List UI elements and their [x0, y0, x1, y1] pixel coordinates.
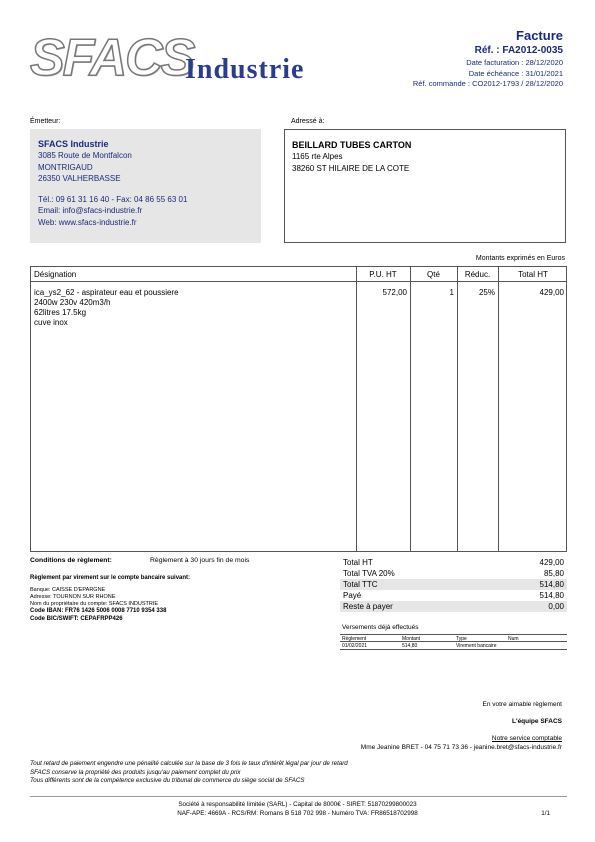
footer-line2: NAF-APE: 4669A - RCS/RM: Romans B 518 702 998 - Numéro TVA: FR86518702998 — [177, 810, 418, 817]
destinataire-address1: 1165 rte Alpes — [292, 152, 343, 161]
th-qty: Qté — [427, 270, 440, 279]
total-ttc-label: Total TTC — [343, 580, 378, 589]
item-reduc: 25% — [478, 288, 495, 297]
total-tva-label: Total TVA 20% — [343, 569, 395, 578]
item-line2: 2400w 230v 420m3/h — [34, 298, 111, 307]
total-ttc-row — [340, 579, 567, 590]
order-ref: Réf. commande : CO2012-1793 / 28/12/2020 — [412, 79, 563, 88]
page-number: 1/1 — [541, 810, 550, 817]
total-ht-label: Total HT — [343, 558, 373, 567]
payments-header — [340, 634, 567, 642]
logo-brand: SFACS — [30, 29, 194, 87]
paid-value: 514,80 — [539, 591, 564, 600]
th-designation: Désignation — [34, 270, 77, 279]
total-ht-value: 429,00 — [539, 558, 564, 567]
account-owner: Nom du propriétaire du compte: SFACS INDUSTRIE — [30, 601, 159, 607]
payment-terms-value: Règlement à 30 jours fin de mois — [150, 557, 250, 564]
col-divider — [498, 267, 499, 551]
item-qty: 1 — [449, 288, 454, 297]
legal-note-3: Tous différents sont de la compétence exclusive du tribunal de commerce du siège social de SFACS — [30, 777, 305, 784]
closing-service: Notre service comptable — [491, 735, 562, 742]
footer-line1: Société à responsabilité limitée (SARL) - Capital de 8000€ - SIRET: 51870299800023 — [178, 801, 417, 808]
emetteur-label: Émetteur: — [30, 118, 61, 125]
invoice-header — [413, 28, 563, 90]
th-pu: P.U. HT — [369, 270, 397, 279]
emetteur-email[interactable]: Email: info@sfacs-industrie.fr — [38, 206, 143, 215]
table-row — [340, 642, 567, 650]
payment-amount: 514,80 — [402, 643, 418, 649]
ph-reglement: Règlement — [342, 636, 367, 642]
col-divider — [457, 267, 458, 551]
total-tva-row — [340, 568, 567, 579]
th-total: Total HT — [518, 270, 548, 279]
remaining-value: 0,00 — [548, 602, 564, 611]
table-row — [34, 288, 179, 328]
bank-name: Banque: CAISSE D'EPARGNE — [30, 587, 106, 593]
ph-type: Type — [456, 636, 467, 642]
invoice-ref: Réf. : FA2012-0035 — [474, 45, 563, 56]
payment-terms-label: Conditions de règlement: — [30, 557, 112, 564]
closing-contact: Mme Jeanine BRET - 04 75 71 73 36 - jeanine.bret@sfacs-industrie.fr — [360, 744, 562, 751]
currency-note: Montants exprimés en Euros — [475, 255, 565, 262]
company-logo — [30, 30, 320, 90]
closing-greeting: En votre aimable règlement — [482, 701, 562, 708]
destinataire-label: Adressé à: — [291, 118, 325, 125]
paid-label: Payé — [343, 591, 362, 600]
legal-note-2: SFACS conserve la propriété des produits jusqu'au paiement complet du prix — [30, 768, 241, 776]
invoice-date: Date facturation : 28/12/2020 — [466, 58, 563, 67]
transfer-title: Règlement par virement sur le compte bancaire suivant: — [30, 575, 191, 581]
due-date: Date échéance : 31/01/2021 — [468, 68, 563, 78]
total-ttc-value: 514,80 — [539, 580, 564, 589]
emetteur-name: SFACS Industrie — [38, 139, 109, 149]
remaining-row — [340, 601, 567, 612]
col-divider — [410, 267, 411, 551]
destinataire-name: BEILLARD TUBES CARTON — [292, 140, 412, 150]
total-tva-value: 85,80 — [543, 569, 564, 578]
closing-team: L'équipe SFACS — [512, 718, 562, 725]
footer-divider — [30, 796, 567, 797]
payments-title: Versements déjà effectués — [342, 624, 419, 631]
item-total: 429,00 — [539, 288, 564, 297]
col-divider — [356, 267, 357, 551]
emetteur-address1: 3085 Route de Montfalcon — [38, 151, 132, 160]
items-table — [30, 266, 567, 552]
bic: Code BIC/SWIFT: CEPAFRPP426 — [30, 615, 123, 622]
payments-table — [340, 634, 567, 650]
remaining-label: Reste à payer — [343, 602, 393, 611]
logo-suffix: Industrie — [185, 54, 305, 85]
destinataire-address2: 38260 ST HILAIRE DE LA COTE — [292, 163, 410, 173]
item-line1: ica_ys2_62 - aspirateur eau et poussiere — [34, 288, 179, 297]
emetteur-address3: 26350 VALHERBASSE — [38, 174, 121, 183]
emetteur-address2: MONTRIGAUD — [38, 162, 93, 172]
payment-type: Virement bancaire — [456, 643, 497, 649]
bank-details — [30, 587, 166, 623]
legal-notes — [30, 760, 348, 786]
total-ht-row — [340, 557, 567, 568]
item-line3: 62litres 17.5kg — [34, 308, 87, 317]
item-pu: 572,00 — [382, 288, 407, 297]
emetteur-web[interactable]: Web: www.sfacs-industrie.fr — [38, 217, 137, 227]
invoice-title: Facture — [516, 28, 563, 43]
th-reduc: Réduc. — [464, 270, 491, 279]
destinataire-box — [284, 129, 566, 243]
bank-address: Adresse: TOURNON SUR RHONE — [30, 594, 116, 600]
legal-note-1: Tout retard de paiement engendre une pénalité calculée sur la base de 3 fois le taux d'intérêt légal par jour de retard — [30, 760, 348, 767]
emetteur-box — [30, 129, 261, 243]
payment-terms — [30, 557, 112, 564]
item-line4: cuve inox — [34, 318, 68, 327]
ph-montant: Montant — [402, 636, 421, 642]
paid-row — [340, 590, 567, 601]
emetteur-phone: Tél.: 09 61 31 16 40 - Fax: 04 86 55 63 01 — [38, 194, 188, 204]
iban: Code IBAN: FR76 1426 5006 0008 7710 9354 338 — [30, 608, 167, 614]
ph-num: Num — [508, 636, 519, 642]
payment-date: 01/02/2021 — [342, 643, 368, 649]
